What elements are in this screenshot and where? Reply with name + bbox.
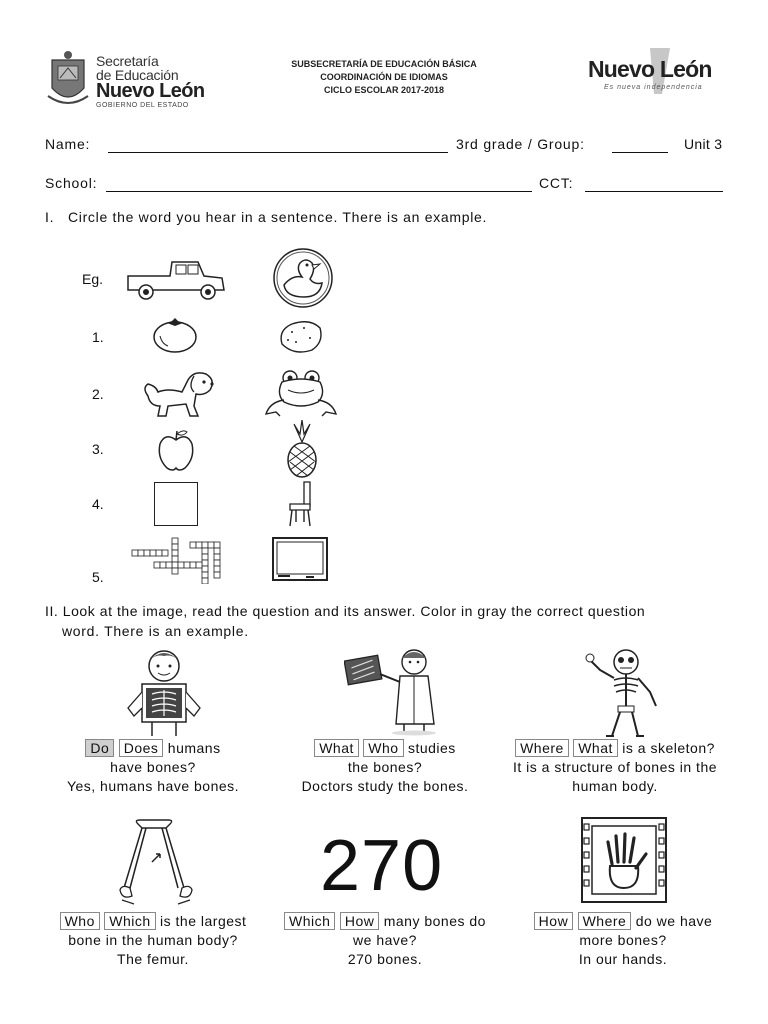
question-3-line-1 [500,739,730,758]
question-3 [500,739,730,796]
duck-icon[interactable] [272,247,334,309]
question-1-option-1[interactable]: Do [85,739,114,757]
part1-label-eg: Eg. [82,271,104,287]
question-6-line-1 [508,912,738,931]
cct-label: CCT: [539,175,574,191]
question-1-line-1 [38,739,268,758]
secretaria-line-1: Secretaría [96,53,159,69]
part1-label-2: 2. [92,386,104,402]
name-field[interactable] [108,152,448,153]
secretaria-title [96,54,178,82]
part1-label-4: 4. [92,496,104,512]
group-field[interactable] [612,152,668,153]
tomato-icon[interactable] [152,316,198,354]
question-6-rest: do we have [635,913,713,929]
question-3-line-2: It is a structure of bones in the [512,759,718,775]
potato-icon[interactable] [276,318,324,356]
question-5-option-1[interactable]: Which [284,912,335,930]
question-6 [508,912,738,969]
chair-icon[interactable] [286,480,314,528]
secretaria-nuevo-leon: Nuevo León [96,80,205,102]
question-2 [270,739,500,796]
chalkboard-icon[interactable] [272,537,328,581]
answer-5: 270 bones. [347,951,423,967]
question-5 [270,912,500,969]
part2-instruction-line-2: word. There is an example. [62,623,249,639]
answer-1: Yes, humans have bones. [66,778,240,794]
question-3-rest: is a skeleton? [622,740,715,756]
question-4-option-1[interactable]: Who [60,912,100,930]
frog-icon[interactable] [262,368,340,420]
doctor-xray-icon [344,644,440,736]
school-label: School: [45,175,98,191]
answer-3: human body. [572,778,658,794]
question-2-line-2: the bones? [347,759,423,775]
pickup-truck-icon[interactable] [126,254,226,302]
boy-xray-icon [118,646,210,738]
part1-label-5: 5. [92,569,104,585]
coat-of-arms-icon [46,50,90,110]
question-6-line-2: more bones? [579,932,667,948]
crossword-icon[interactable] [130,536,224,584]
question-2-option-2[interactable]: Who [363,739,403,757]
secretaria-gobierno: GOBIERNO DEL ESTADO [96,102,189,109]
hand-xray-icon [580,816,672,906]
question-5-option-2[interactable]: How [340,912,380,930]
question-4-rest: is the largest [160,913,247,929]
question-4-line-2: bone in the human body? [68,932,238,948]
question-3-option-2[interactable]: What [573,739,618,757]
unit-label: Unit 3 [684,136,723,152]
ciclo-escolar-line: CICLO ESCOLAR 2017-2018 [323,85,445,95]
part2-instruction [45,601,725,641]
name-label: Name: [45,136,91,152]
question-2-line-1 [270,739,500,758]
part1-label-3: 3. [92,441,104,457]
apple-icon[interactable] [157,428,195,472]
pineapple-icon[interactable] [284,420,320,478]
question-1 [38,739,268,796]
question-5-rest: many bones do [383,913,486,929]
question-1-line-2: have bones? [110,759,196,775]
dog-icon[interactable] [138,368,216,420]
cct-field[interactable] [585,191,723,192]
question-1-rest: humans [167,740,221,756]
question-6-option-1[interactable]: How [534,912,574,930]
question-3-option-1[interactable]: Where [515,739,569,757]
question-2-option-1[interactable]: What [314,739,359,757]
question-5-line-2: we have? [353,932,417,948]
nuevo-leon-tagline: Es nueva independencia [604,84,703,91]
subsecretaria-line: SUBSECRETARÍA DE EDUCACIÓN BÁSICA [291,59,477,69]
question-2-rest: studies [407,740,456,756]
header-center-block [250,58,518,97]
question-4-line-1 [38,912,268,931]
answer-4: The femur. [117,951,189,967]
square-icon[interactable] [154,482,198,526]
question-4 [38,912,268,969]
question-5-line-1 [270,912,500,931]
femur-icon [112,818,200,908]
grade-group-label: 3rd grade / Group: [456,136,585,152]
skeleton-icon [578,646,670,738]
part1-instruction: I. Circle the word you hear in a sentence. There is an example. [45,209,488,225]
question-6-option-2[interactable]: Where [578,912,632,930]
part1-label-1: 1. [92,329,104,345]
answer-6: In our hands. [578,951,668,967]
answer-2: Doctors study the bones. [301,778,469,794]
school-field[interactable] [106,191,532,192]
question-4-option-2[interactable]: Which [104,912,155,930]
nuevo-leon-logo: Nuevo León [588,56,712,82]
big-number-270: 270 [320,826,444,906]
part2-instruction-line-1: II. Look at the image, read the question and its answer. Color in gray the correct question [45,603,646,619]
secretaria-line-2: de Educación [96,67,179,83]
coordinacion-line: COORDINACIÓN DE IDIOMAS [320,72,448,82]
question-1-option-2[interactable]: Does [119,739,164,757]
